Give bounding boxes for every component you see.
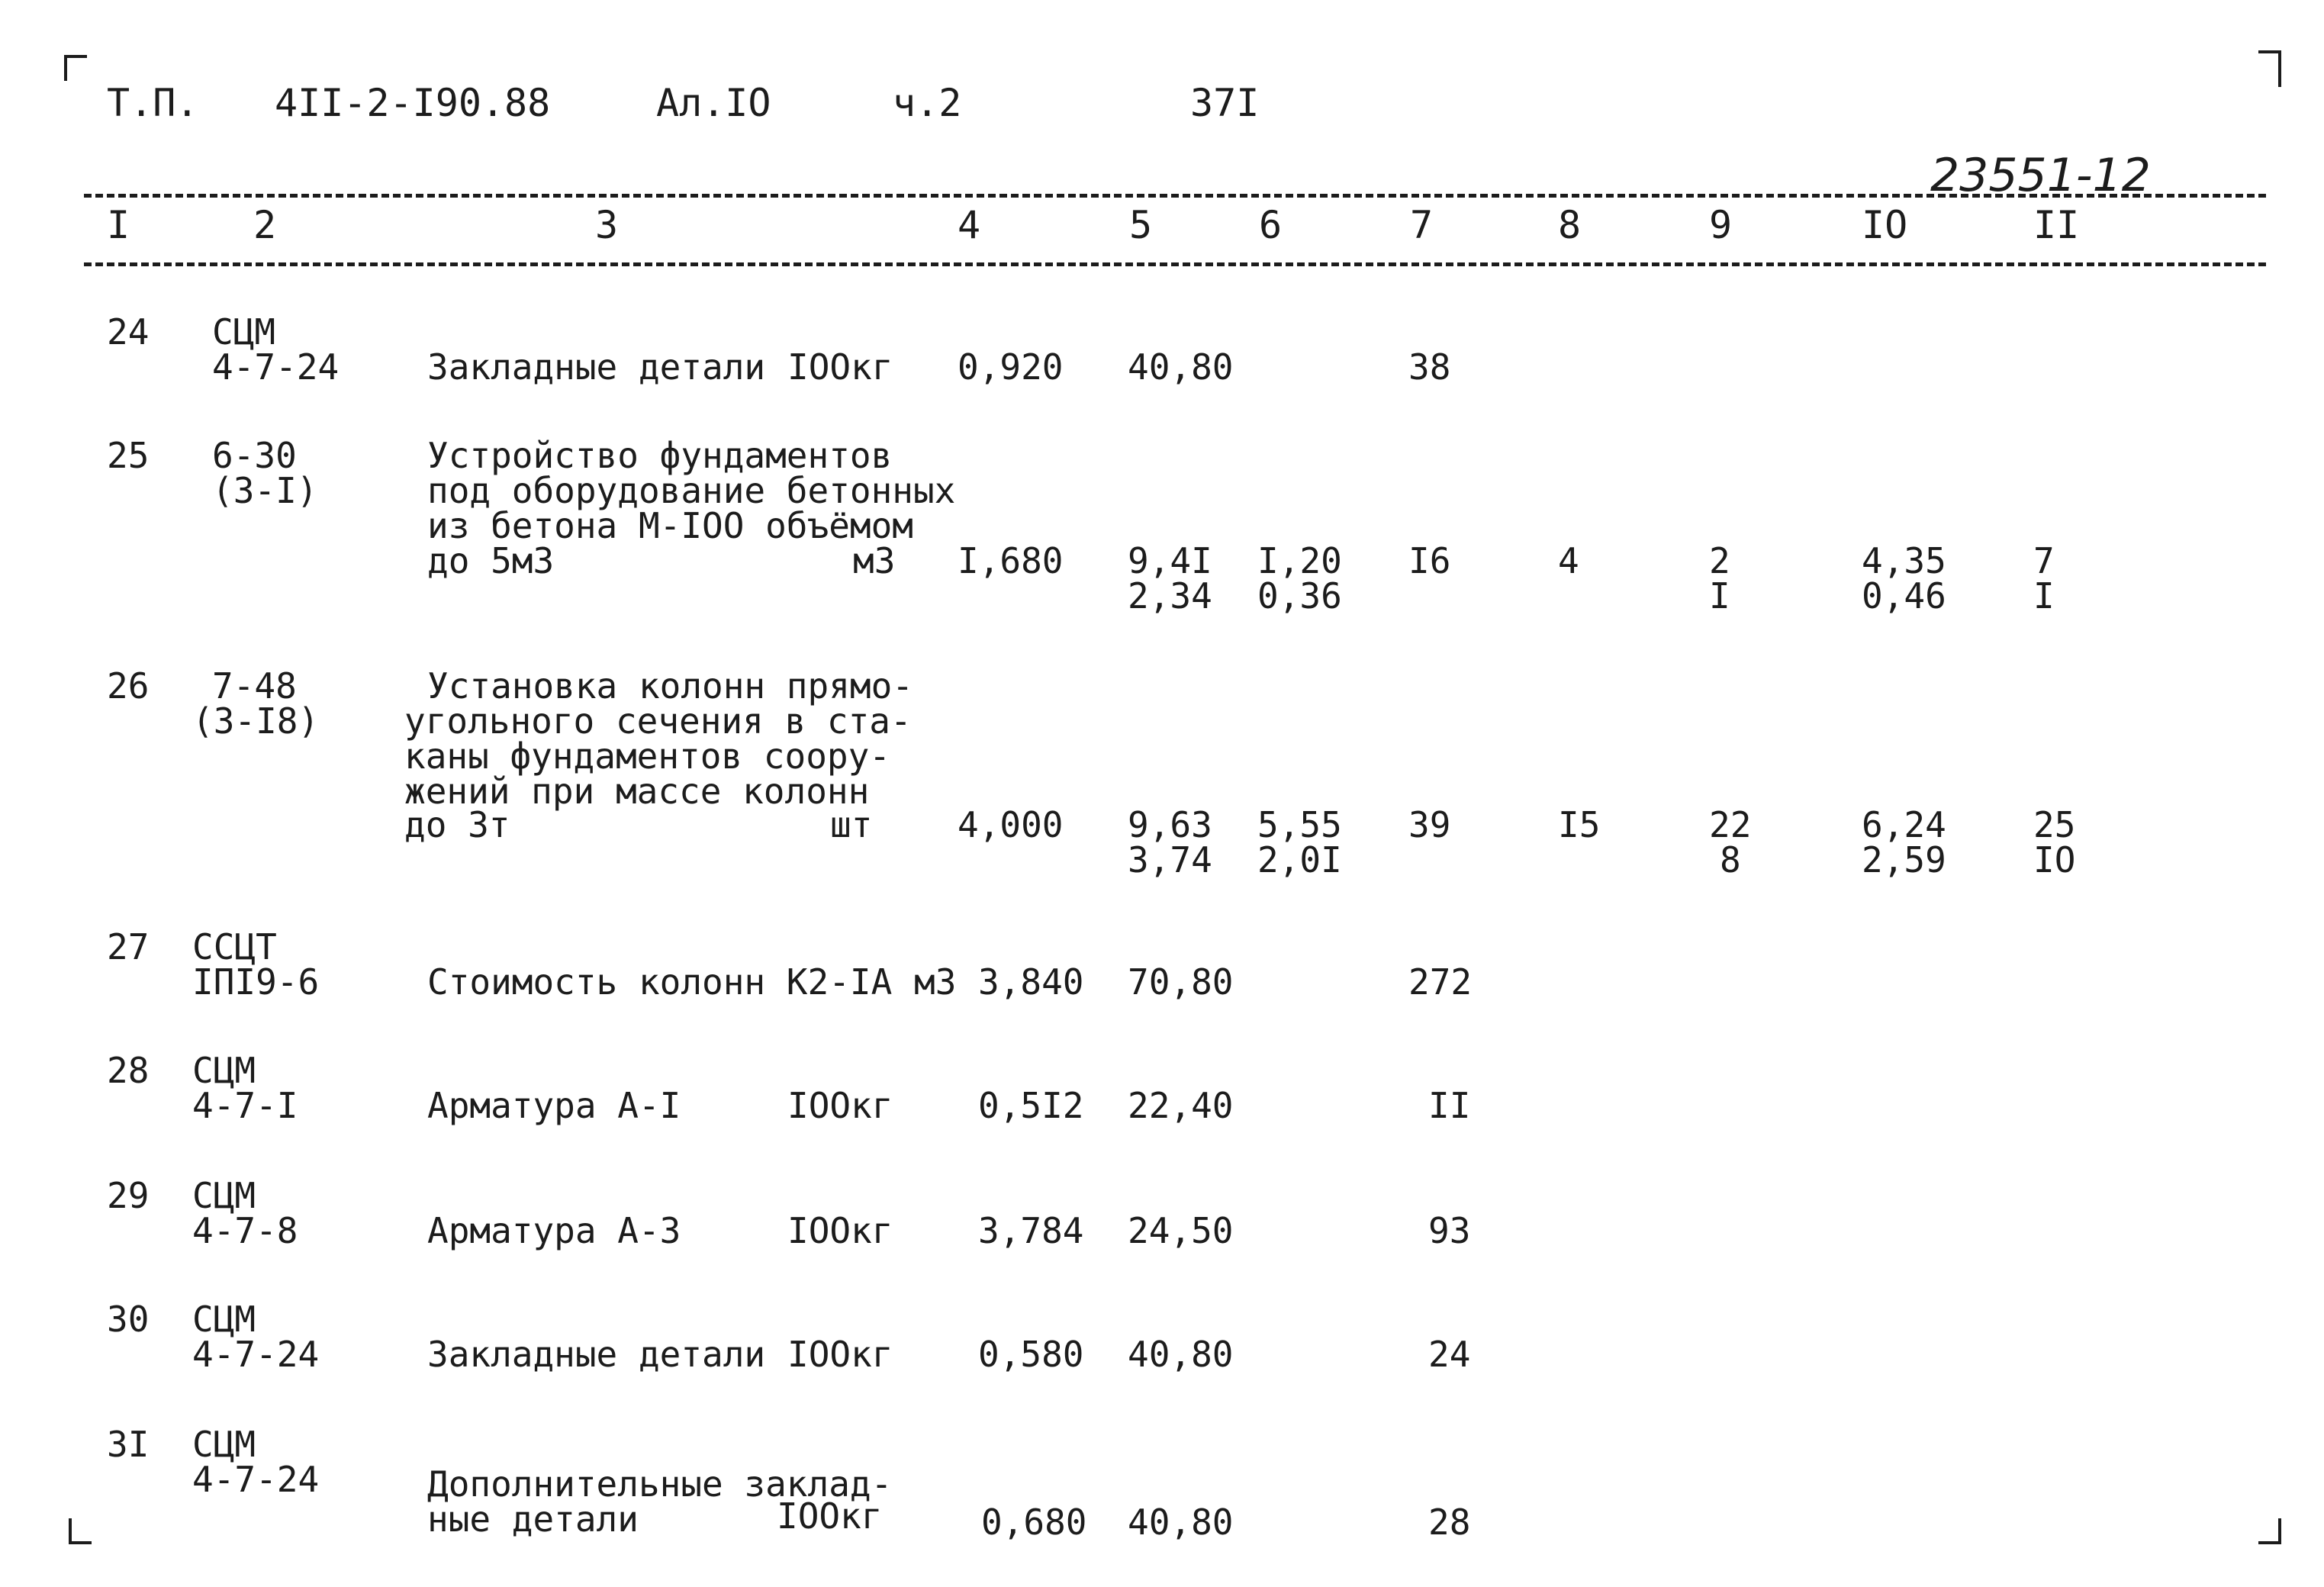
row-col11: I <box>2033 575 2055 616</box>
row-col5: 22,40 <box>1128 1085 1234 1126</box>
row-unit: IOOкг <box>787 1210 893 1251</box>
row-col5: 40,80 <box>1128 346 1234 388</box>
row-col11: 25 <box>2033 804 2076 845</box>
row-number: 28 <box>107 1050 150 1091</box>
row-col7: 38 <box>1408 346 1451 388</box>
row-col6: 0,36 <box>1257 575 1342 616</box>
row-col10: 0,46 <box>1862 575 1946 616</box>
column-number: 8 <box>1558 203 1582 247</box>
column-number: 5 <box>1129 203 1153 247</box>
row-number: 26 <box>107 665 150 707</box>
row-quantity: 0,680 <box>981 1502 1087 1543</box>
row-col10: 2,59 <box>1862 839 1946 880</box>
header-top-rule <box>84 194 2266 198</box>
row-description-line: до 3т <box>404 804 510 845</box>
row-number: 30 <box>107 1299 150 1340</box>
row-unit: IOOкг <box>787 1085 893 1126</box>
row-description-line: Дополнительные заклад- <box>427 1463 893 1505</box>
row-quantity: 0,920 <box>958 346 1064 388</box>
column-number: I <box>107 203 130 247</box>
row-number: 25 <box>107 435 150 476</box>
corner-mark-bottom-left <box>69 1518 92 1544</box>
corner-mark-top-left <box>64 55 87 81</box>
header-part: ч.2 <box>893 81 962 125</box>
row-description-line: жений при массе колонн <box>404 771 870 812</box>
handwritten-inventory-number: 23551-12 <box>1930 149 2151 202</box>
row-quantity: 3,784 <box>978 1210 1084 1251</box>
column-number: II <box>2033 203 2080 247</box>
header-album: Ал.IO <box>656 81 771 125</box>
row-col7: II <box>1428 1085 1471 1126</box>
row-description-line: Арматура А-3 <box>427 1210 681 1251</box>
row-col5: 2,34 <box>1128 575 1212 616</box>
corner-mark-top-right <box>2258 50 2281 87</box>
row-col5: 3,74 <box>1128 839 1212 880</box>
row-col7: 24 <box>1428 1334 1471 1375</box>
row-code-line: ССЦТ <box>192 926 277 967</box>
row-code-line: СЦМ <box>192 1175 256 1216</box>
row-col6: I,20 <box>1257 540 1342 581</box>
column-number: 4 <box>958 203 981 247</box>
row-description-line: Установка колонн прямо- <box>427 665 913 707</box>
row-quantity: 0,5I2 <box>978 1085 1084 1126</box>
row-col7: 39 <box>1408 804 1451 845</box>
row-unit: IOOкг <box>777 1495 883 1537</box>
column-number: IO <box>1862 203 1908 247</box>
row-code-line: (3-I8) <box>192 700 320 742</box>
row-col11: 7 <box>2033 540 2055 581</box>
corner-mark-bottom-right <box>2258 1518 2281 1544</box>
row-code-line: 6-30 <box>212 435 297 476</box>
row-col10: 6,24 <box>1862 804 1946 845</box>
row-unit: м3 <box>853 540 896 581</box>
row-code-line: 7-48 <box>212 665 297 707</box>
row-col9: 2 <box>1709 540 1730 581</box>
row-number: 24 <box>107 311 150 352</box>
row-col7: I6 <box>1408 540 1451 581</box>
row-code-line: 4-7-I <box>192 1085 298 1126</box>
row-description-line: Арматура А-I <box>427 1085 681 1126</box>
column-number: 3 <box>595 203 619 247</box>
row-number: 29 <box>107 1175 150 1216</box>
row-col8: I5 <box>1558 804 1601 845</box>
row-col5: 24,50 <box>1128 1210 1234 1251</box>
row-col8: 4 <box>1558 540 1579 581</box>
row-code-line: 4-7-8 <box>192 1210 298 1251</box>
row-col9: I <box>1709 575 1730 616</box>
row-code-line: 4-7-24 <box>212 346 340 388</box>
row-description-line: Закладные детали <box>427 346 766 388</box>
row-code-line: IПI9-6 <box>192 961 320 1003</box>
row-unit: шт <box>830 804 873 845</box>
row-quantity: 4,000 <box>958 804 1064 845</box>
header-project-code: 4II-2-I90.88 <box>275 81 551 125</box>
row-col5: 9,63 <box>1128 804 1212 845</box>
row-code-line: СЦМ <box>192 1424 256 1465</box>
column-number: 2 <box>253 203 277 247</box>
row-col5: 40,80 <box>1128 1502 1234 1543</box>
row-col6: 5,55 <box>1257 804 1342 845</box>
row-number: 27 <box>107 926 150 967</box>
row-quantity: 3,840 <box>978 961 1084 1003</box>
row-code-line: (3-I) <box>212 470 318 511</box>
column-number: 6 <box>1259 203 1283 247</box>
header-tp: Т.П. <box>107 81 199 125</box>
row-description-line: Устройство фундаментов <box>427 435 893 476</box>
row-code-line: СЦМ <box>212 311 276 352</box>
row-unit: IOOкг <box>787 346 893 388</box>
row-col7: 93 <box>1428 1210 1471 1251</box>
row-quantity: 0,580 <box>978 1334 1084 1375</box>
column-number: 7 <box>1410 203 1434 247</box>
row-code-line: СЦМ <box>192 1299 256 1340</box>
row-unit: м3 <box>914 961 957 1003</box>
row-col5: 40,80 <box>1128 1334 1234 1375</box>
row-description-line: угольного сечения в ста- <box>404 700 912 742</box>
row-description-line: под оборудование бетонных <box>427 470 956 511</box>
row-col5: 70,80 <box>1128 961 1234 1003</box>
row-description-line: каны фундаментов соору- <box>404 736 890 777</box>
row-description-line: Закладные детали <box>427 1334 766 1375</box>
row-unit: IOOкг <box>787 1334 893 1375</box>
row-col10: 4,35 <box>1862 540 1946 581</box>
row-description-line: из бетона М-IOO объёмом <box>427 505 913 546</box>
row-number: 3I <box>107 1424 150 1465</box>
row-code-line: 4-7-24 <box>192 1459 320 1500</box>
row-col7: 272 <box>1408 961 1473 1003</box>
row-description-line: Стоимость колонн К2-IA <box>427 961 893 1003</box>
row-col9: 22 <box>1709 804 1752 845</box>
row-description-line: до 5м3 <box>427 540 555 581</box>
row-code-line: 4-7-24 <box>192 1334 320 1375</box>
row-col9: 8 <box>1720 839 1741 880</box>
row-description-line: ные детали <box>427 1498 639 1540</box>
column-number: 9 <box>1709 203 1733 247</box>
row-col5: 9,4I <box>1128 540 1212 581</box>
row-col7: 28 <box>1428 1502 1471 1543</box>
header-page-number: 37I <box>1190 81 1260 125</box>
header-bottom-rule <box>84 262 2266 266</box>
row-col11: IO <box>2033 839 2076 880</box>
row-col6: 2,0I <box>1257 839 1342 880</box>
row-code-line: СЦМ <box>192 1050 256 1091</box>
row-quantity: I,680 <box>958 540 1064 581</box>
